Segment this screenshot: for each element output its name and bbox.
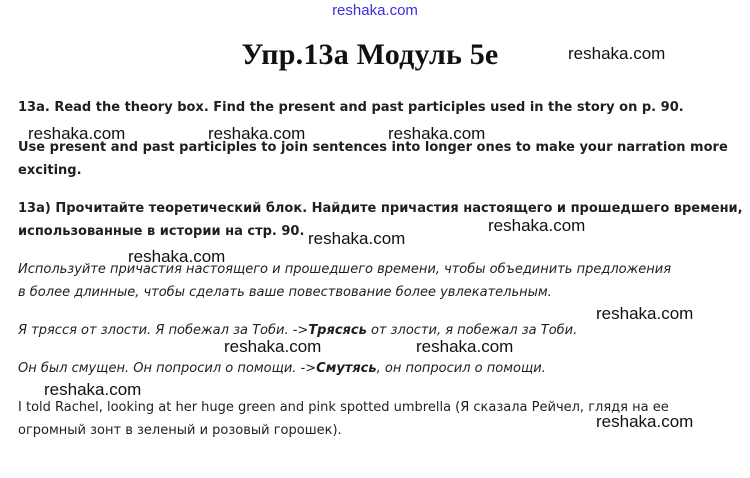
watermark: reshaka.com	[308, 229, 406, 248]
task-instruction-ru-2-cont: в более длинные, чтобы сделать ваше повествование более увлекательным.	[18, 285, 552, 300]
watermark: reshaka.com	[128, 247, 226, 266]
example-2-after: , он попросил о помощи.	[376, 361, 546, 376]
watermark: reshaka.com	[596, 304, 694, 323]
task-instruction-ru-1: 13а) Прочитайте теоретический блок. Найдите причастия настоящего и прошедшего времени,	[18, 201, 743, 216]
example-2-before: Он был смущен. Он попросил о помощи. ->	[18, 361, 317, 376]
example-sentence-2	[18, 358, 546, 380]
task-instruction-ru-2: Используйте причастия настоящего и прошедшего времени, чтобы объединить предложения	[18, 262, 672, 277]
watermark: reshaka.com	[208, 124, 306, 143]
watermark: reshaka.com	[568, 44, 666, 63]
task-instruction-en-2-cont: exciting.	[18, 163, 82, 178]
example-sentence-3: I told Rachel, looking at her huge green and pink spotted umbrella (Я сказала Рейчел, глядя на ее	[18, 400, 669, 415]
example-1-after: от злости, я побежал за Тоби.	[366, 323, 578, 338]
watermark: reshaka.com	[488, 216, 586, 235]
task-instruction-en-1: 13a. Read the theory box. Find the present and past participles used in the story on p. 90.	[18, 100, 684, 115]
site-header-link[interactable]: reshaka.com	[332, 2, 418, 19]
watermark: reshaka.com	[388, 124, 486, 143]
task-instruction-en-2: Use present and past participles to join sentences into longer ones to make your narration more	[18, 140, 728, 155]
watermark: reshaka.com	[44, 380, 142, 399]
example-2-participle: Смутясь	[316, 361, 377, 376]
watermark: reshaka.com	[416, 337, 514, 356]
example-1-participle: Трясясь	[308, 323, 367, 338]
watermark: reshaka.com	[28, 124, 126, 143]
watermark: reshaka.com	[224, 337, 322, 356]
watermark: reshaka.com	[596, 412, 694, 431]
example-sentence-3-cont: огромный зонт в зеленый и розовый горошек).	[18, 423, 342, 438]
page-title: Упр.13а Модуль 5e	[241, 38, 499, 71]
example-1-before: Я трясся от злости. Я побежал за Тоби. ->	[18, 323, 309, 338]
task-instruction-ru-1-cont: использованные в истории на стр. 90.	[18, 224, 305, 239]
